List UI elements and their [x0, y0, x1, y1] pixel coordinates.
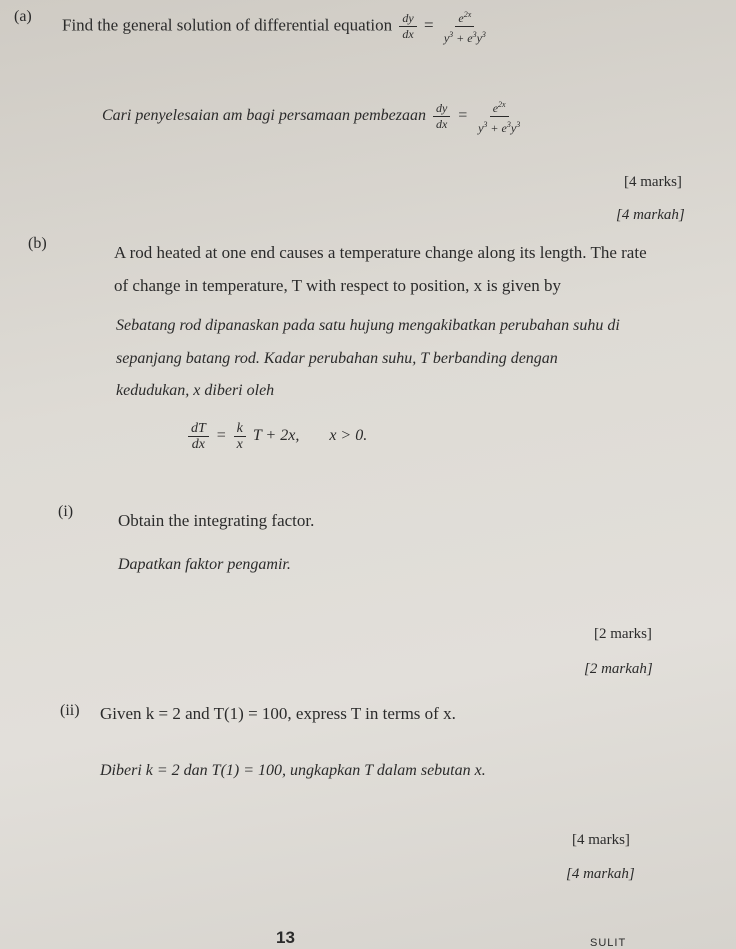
- part-b-label: (b): [28, 235, 47, 252]
- part-a-label: (a): [14, 8, 32, 25]
- part-b-ii-markah: [4 markah]: [566, 866, 635, 882]
- lhs-numerator: dy: [399, 12, 416, 27]
- dT-dx-fraction: $\frac{dT}{dx}$: [188, 422, 209, 451]
- sulit-label: SULIT: [590, 937, 627, 949]
- part-b-english-line2: of change in temperature, T with respect to position, x is given by: [114, 276, 561, 295]
- part-b-i-label: (i): [58, 503, 74, 520]
- k-over-x-fraction: $\frac{k}{x}$: [234, 422, 246, 451]
- part-b-i-marks: [2 marks]: [594, 626, 652, 642]
- part-a-markah: [4 markah]: [616, 207, 685, 223]
- part-a-rhs-fraction: [441, 8, 489, 45]
- rhs-denominator: $y^3 + e^3y^3$: [443, 30, 486, 45]
- part-a-english-text: Find the general solution of differential equation: [62, 15, 393, 35]
- part-b-malay-line3: kedudukan, x diberi oleh: [116, 382, 275, 399]
- equation-condition: x > 0.: [329, 427, 368, 445]
- part-b-malay-line1: Sebatang rod dipanaskan pada satu hujung mengakibatkan perubahan suhu di: [116, 317, 620, 334]
- part-a-malay-lhs-fraction: $\frac{dy}{dx}$: [433, 102, 450, 131]
- part-b-equation: $\frac{dT}{dx}$ = $\frac{k}{x}$ T + 2x, x > 0.: [185, 422, 367, 451]
- equals-sign: =: [423, 15, 434, 35]
- part-b-ii-label: (ii): [60, 702, 80, 719]
- part-a-malay: Cari penyelesaian am bagi persamaan pembezaan $\frac{dy}{dx}$ = $\frac{e^{2x}}{y^3 + e^3y^3}$: [102, 98, 526, 135]
- part-a-marks: [4 marks]: [624, 174, 682, 190]
- part-b-i-malay: Dapatkan faktor pengamir.: [118, 556, 291, 573]
- equation-rest: T + 2x,: [252, 427, 300, 445]
- rhs-numerator: $e^{2x}$: [455, 8, 474, 27]
- part-b-ii-english: Given k = 2 and T(1) = 100, express T in terms of x.: [100, 704, 456, 723]
- page-number: 13: [276, 928, 295, 947]
- part-b-ii-malay: Diberi k = 2 dan T(1) = 100, ungkapkan T dalam sebutan x.: [100, 762, 486, 779]
- part-b-i-english: Obtain the integrating factor.: [118, 511, 315, 530]
- part-a-malay-text: Cari penyelesaian am bagi persamaan pembezaan: [102, 107, 426, 125]
- part-b-i-markah: [2 markah]: [584, 661, 653, 677]
- part-b-english-line1: A rod heated at one end causes a temperature change along its length. The rate: [114, 243, 647, 262]
- part-b-ii-marks: [4 marks]: [572, 832, 630, 848]
- part-a-malay-rhs-fraction: $\frac{e^{2x}}{y^3 + e^3y^3}$: [478, 100, 521, 135]
- part-a-lhs-fraction: [399, 12, 416, 41]
- part-a-english: [62, 8, 492, 45]
- part-b-malay-line2: sepanjang batang rod. Kadar perubahan suhu, T berbanding dengan: [116, 350, 558, 367]
- lhs-denominator: dx: [402, 27, 414, 41]
